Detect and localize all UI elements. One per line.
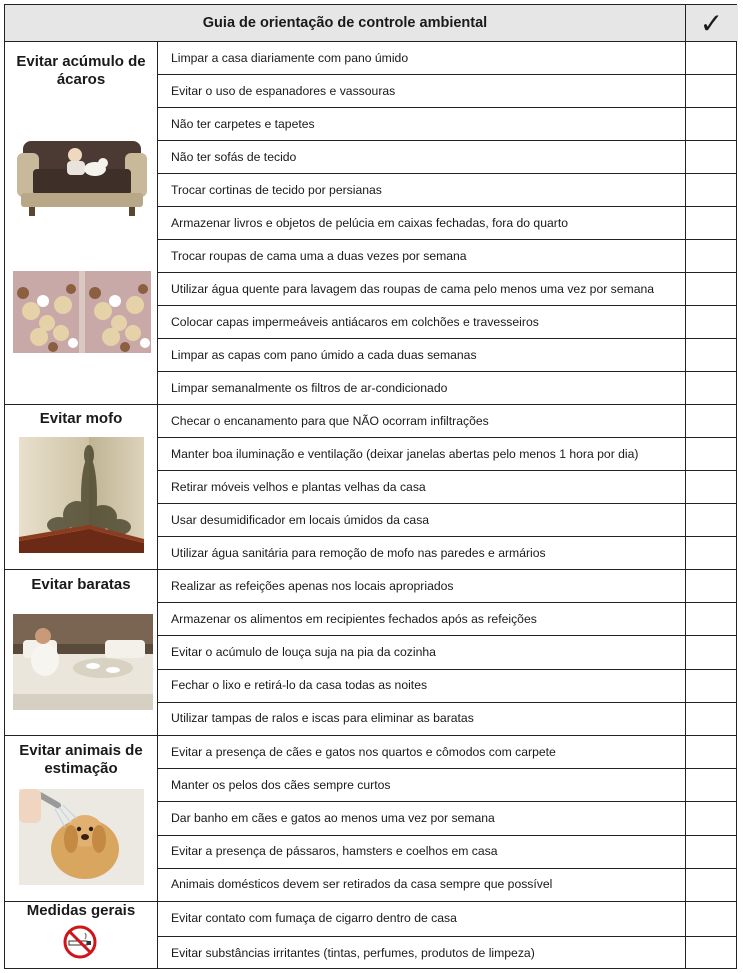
checkbox-cell[interactable] — [685, 503, 738, 536]
row-divider — [157, 635, 736, 636]
column-divider — [157, 41, 158, 968]
mold-wall-photo — [19, 437, 144, 553]
checklist-item-text: Evitar contato com fumaça de cigarro dentro de casa — [171, 911, 457, 926]
row-divider — [157, 239, 736, 240]
row-divider — [157, 206, 736, 207]
checklist-item-text: Trocar roupas de cama uma a duas vezes por semana — [171, 248, 467, 263]
environmental-control-table — [4, 4, 737, 969]
checkbox-cell[interactable] — [685, 107, 738, 140]
stuffed-toys-photo — [13, 271, 151, 353]
check-column-header: ✓ — [699, 8, 724, 39]
checkbox-cell[interactable] — [685, 272, 738, 305]
row-divider — [157, 702, 736, 703]
checkbox-cell[interactable] — [685, 41, 738, 74]
checklist-item-text: Evitar a presença de pássaros, hamsters e coelhos em casa — [171, 844, 498, 859]
checkbox-cell[interactable] — [685, 404, 738, 437]
checkbox-cell[interactable] — [685, 536, 738, 569]
section-divider — [5, 569, 736, 570]
checklist-item-text: Evitar a presença de cães e gatos nos quartos e cômodos com carpete — [171, 744, 556, 759]
checkbox-cell[interactable] — [685, 702, 738, 735]
section-title-animais: Evitar animais de estimação — [19, 742, 143, 777]
checkbox-cell[interactable] — [685, 140, 738, 173]
checkbox-cell[interactable] — [685, 305, 738, 338]
checklist-item-text: Utilizar água quente para lavagem das roupas de cama pelo menos uma vez por semana — [171, 281, 655, 296]
row-divider — [157, 669, 736, 670]
checkbox-cell[interactable] — [685, 602, 738, 635]
checkbox-cell[interactable] — [685, 801, 738, 834]
row-divider — [157, 74, 736, 75]
checklist-item-text: Evitar o uso de espanadores e vassouras — [171, 83, 396, 98]
checkbox-cell[interactable] — [685, 338, 738, 371]
checkbox-cell[interactable] — [685, 768, 738, 801]
checkbox-cell[interactable] — [685, 669, 738, 702]
row-divider — [157, 536, 736, 537]
checkbox-cell[interactable] — [685, 437, 738, 470]
row-divider — [157, 173, 736, 174]
checkbox-cell[interactable] — [685, 470, 738, 503]
checklist-item-text: Utilizar tampas de ralos e iscas para eliminar as baratas — [171, 711, 474, 726]
checklist-item-text: Realizar as refeições apenas nos locais apropriados — [171, 578, 454, 593]
row-divider — [157, 835, 736, 836]
row-divider — [157, 140, 736, 141]
checkbox-cell[interactable] — [685, 206, 738, 239]
sofa-photo — [13, 123, 151, 219]
row-divider — [157, 602, 736, 603]
checkbox-cell[interactable] — [685, 635, 738, 668]
row-divider — [157, 868, 736, 869]
checklist-item-text: Não ter sofás de tecido — [171, 149, 297, 164]
row-divider — [157, 437, 736, 438]
checklist-item-text: Dar banho em cães e gatos ao menos uma vez por semana — [171, 811, 495, 825]
section-divider — [5, 735, 736, 736]
checkbox-cell[interactable] — [685, 901, 738, 936]
checklist-item-text: Manter os pelos dos cães sempre curtos — [171, 777, 391, 792]
row-divider — [157, 371, 736, 372]
row-divider — [157, 338, 736, 339]
section-divider — [5, 404, 736, 405]
checkbox-cell[interactable] — [685, 569, 738, 602]
checkbox-cell[interactable] — [685, 239, 738, 272]
row-divider — [157, 768, 736, 769]
checkbox-cell[interactable] — [685, 173, 738, 206]
section-title-acaros: Evitar acúmulo de ácaros — [16, 53, 146, 88]
checklist-item-text: Não ter carpetes e tapetes — [171, 116, 315, 131]
section-title-baratas: Evitar baratas — [31, 576, 131, 593]
section-title-mofo: Evitar mofo — [39, 410, 123, 427]
checkbox-cell[interactable] — [685, 868, 738, 901]
checklist-item-text: Limpar as capas com pano úmido a cada duas semanas — [171, 347, 477, 362]
checklist-item-text: Animais domésticos devem ser retirados da casa sempre que possível — [171, 877, 553, 892]
checklist-item-text: Utilizar água sanitária para remoção de mofo nas paredes e armários — [171, 545, 546, 560]
checklist-item-text: Trocar cortinas de tecido por persianas — [171, 182, 382, 197]
header-divider — [5, 41, 736, 42]
checklist-item-text: Checar o encanamento para que NÃO ocorram infiltrações — [171, 413, 489, 428]
checklist-item-text: Armazenar livros e objetos de pelúcia em caixas fechadas, fora do quarto — [171, 215, 568, 230]
bed-breakfast-photo — [13, 614, 153, 710]
section-divider — [5, 901, 736, 902]
checklist-item-text: Usar desumidificador em locais úmidos da casa — [171, 512, 430, 527]
row-divider — [157, 936, 736, 937]
checklist-item-text: Retirar móveis velhos e plantas velhas da casa — [171, 479, 426, 494]
row-divider — [157, 801, 736, 802]
no-smoking-icon — [63, 925, 97, 959]
row-divider — [157, 503, 736, 504]
row-divider — [157, 272, 736, 273]
section-title-medidas-gerais: Medidas gerais — [26, 902, 136, 919]
checkbox-cell[interactable] — [685, 735, 738, 768]
checklist-item-text: Evitar o acúmulo de louça suja na pia da cozinha — [171, 645, 436, 659]
table-title: Guia de orientação de controle ambiental — [202, 15, 488, 31]
row-divider — [157, 470, 736, 471]
checklist-item-text: Armazenar os alimentos em recipientes fechados após as refeições — [171, 611, 537, 626]
row-divider — [157, 107, 736, 108]
row-divider — [157, 305, 736, 306]
checklist-item-text: Fechar o lixo e retirá-lo da casa todas as noites — [171, 678, 428, 693]
checkbox-cell[interactable] — [685, 371, 738, 404]
checklist-item-text: Evitar substâncias irritantes (tintas, perfumes, produtos de limpeza) — [171, 945, 535, 960]
table-header — [5, 5, 738, 41]
checklist-item-text: Limpar semanalmente os filtros de ar-condicionado — [171, 380, 448, 395]
checklist-item-text: Manter boa iluminação e ventilação (deixar janelas abertas pelo menos 1 hora por dia) — [171, 446, 639, 461]
checkbox-cell[interactable] — [685, 74, 738, 107]
dog-bath-photo — [19, 789, 144, 885]
checkbox-cell[interactable] — [685, 835, 738, 868]
checklist-item-text: Colocar capas impermeáveis antiácaros em colchões e travesseiros — [171, 314, 539, 329]
checkbox-cell[interactable] — [685, 936, 738, 971]
checklist-item-text: Limpar a casa diariamente com pano úmido — [171, 50, 409, 65]
